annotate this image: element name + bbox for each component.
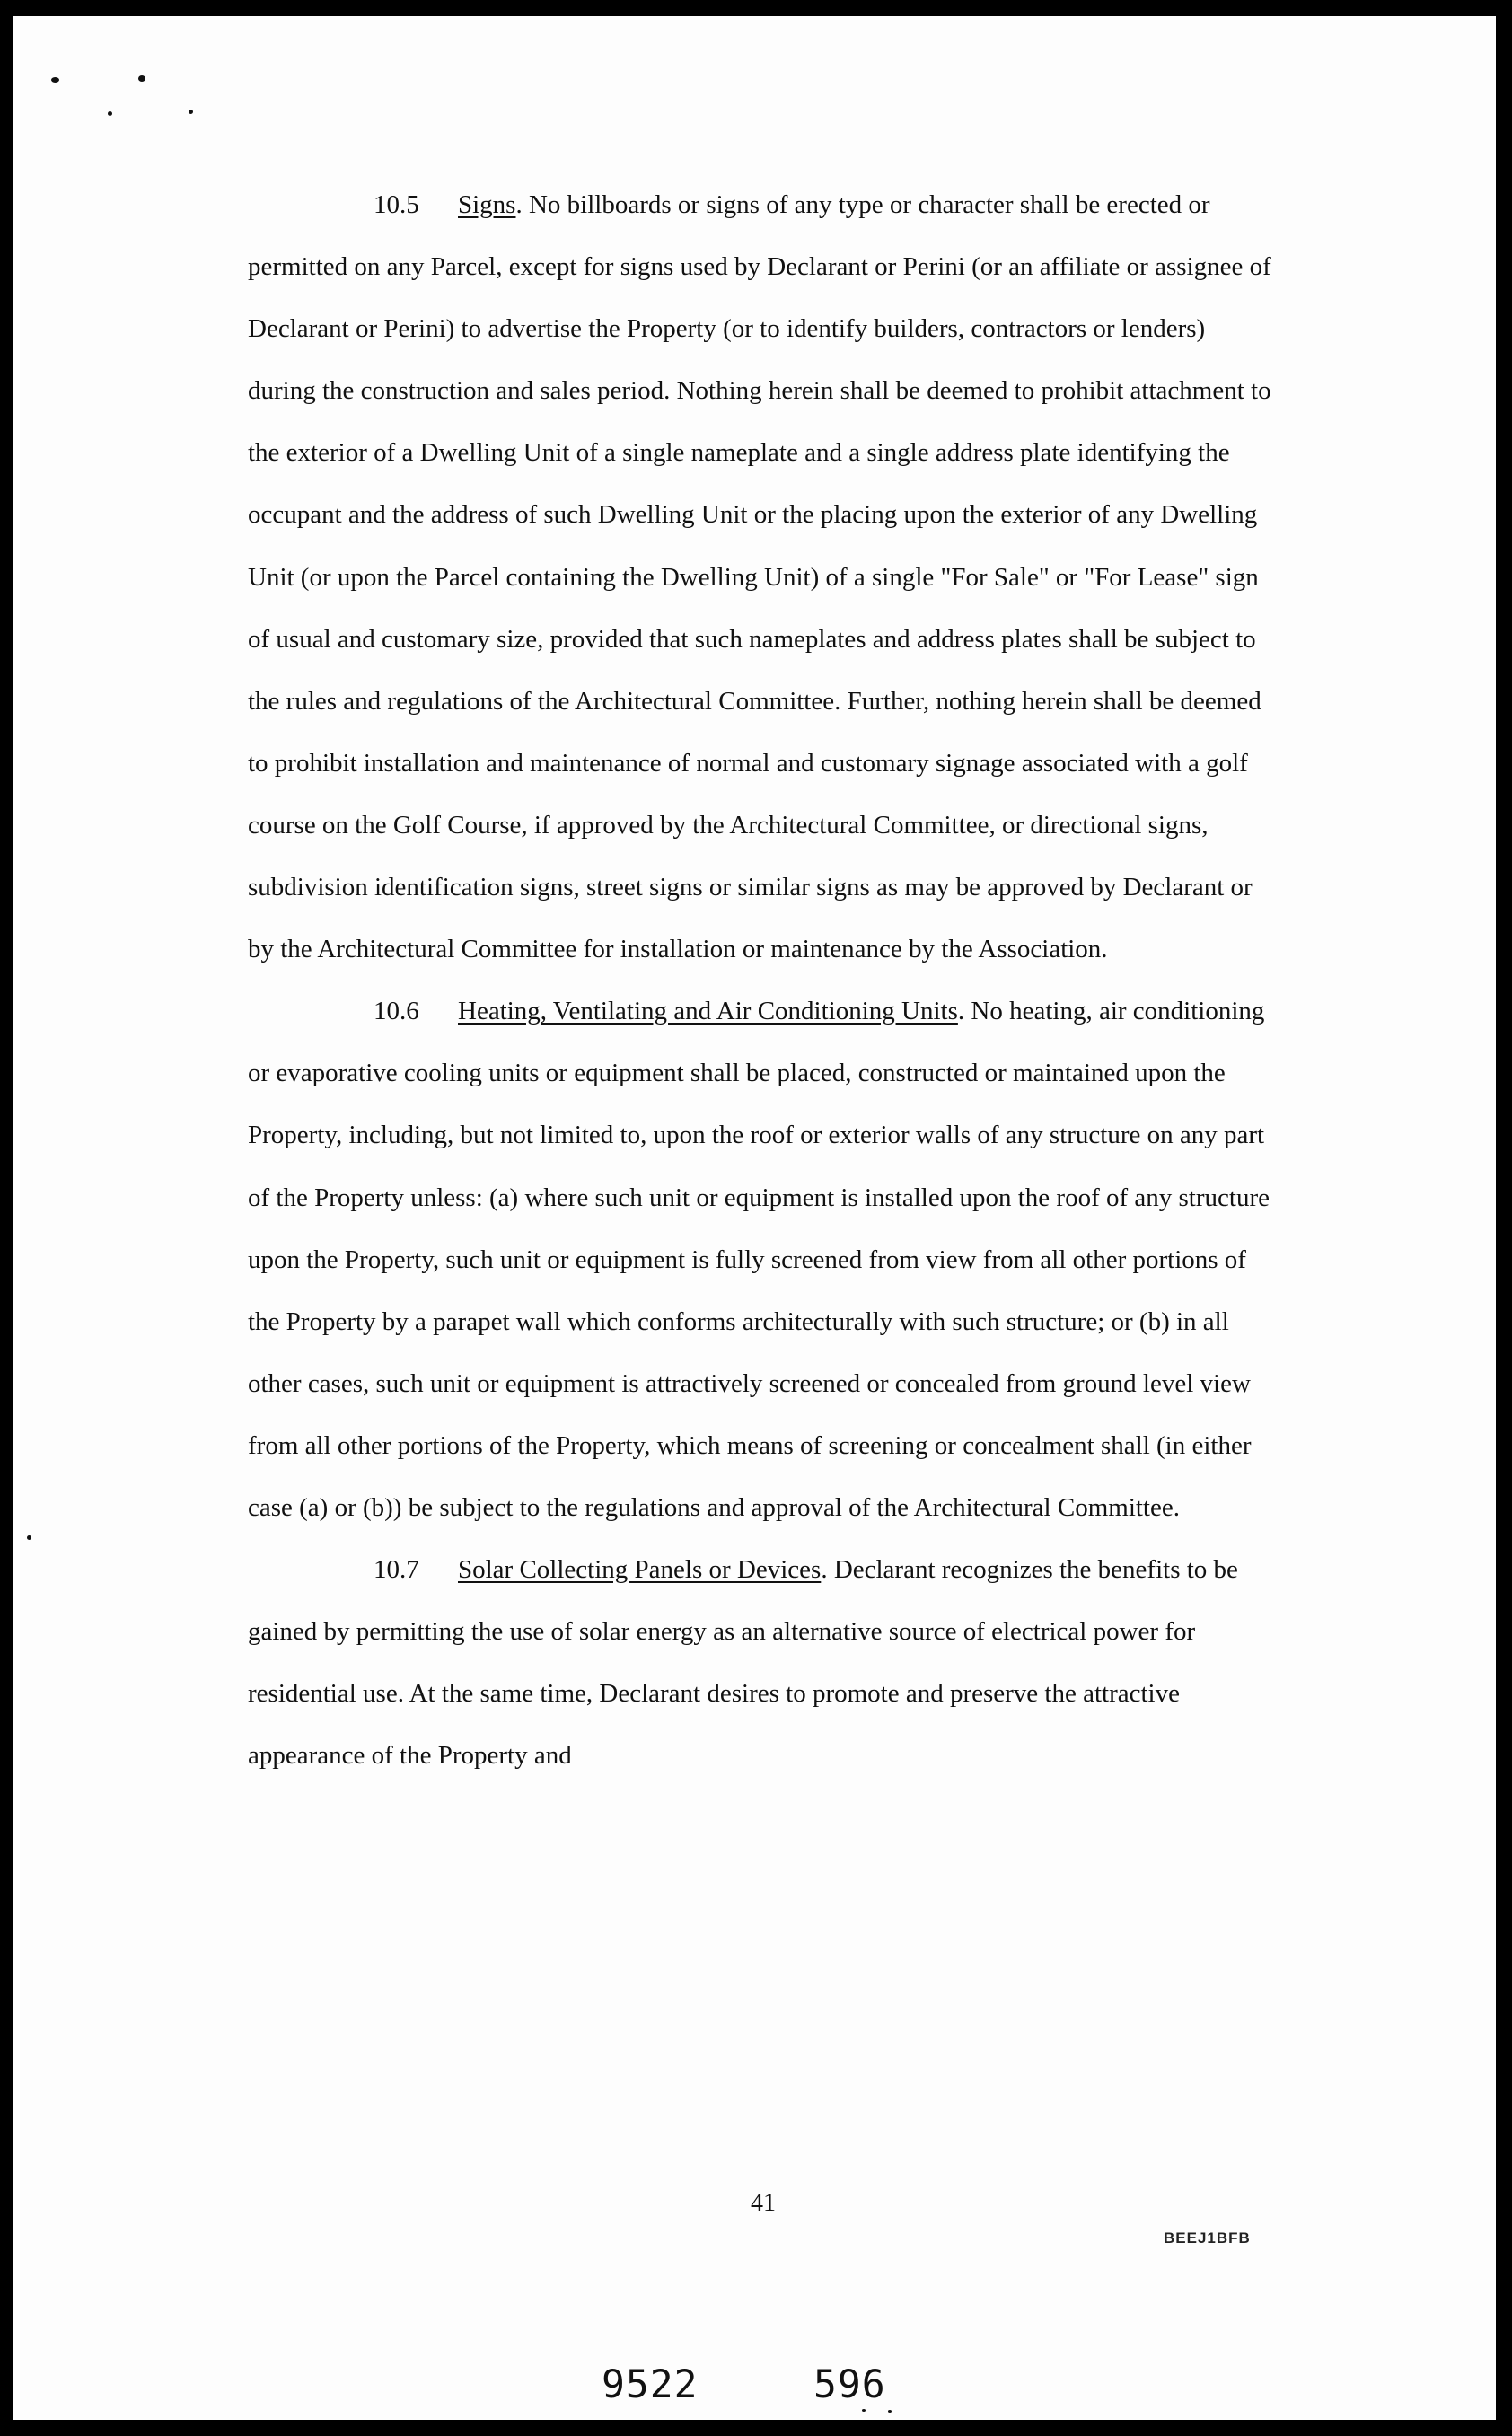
section-heading: Solar Collecting Panels or Devices [458,1555,822,1585]
section-heading: Heating, Ventilating and Air Conditioning Units [458,997,958,1026]
document-page [13,16,1496,2420]
section-10-5 [248,174,1271,981]
document-code: BEEJ1BFB [1164,2229,1251,2247]
section-10-6 [248,981,1271,1539]
section-body: . No heating, air conditioning or evaporative cooling units or equipment shall be placed, constructed or maintained upon the Property, including, but not limited to, upon the roof or exterior walls of any structure on any part of the Property unless: (a) where such unit or equipment is installed upon the roof of any structure upon the Property, such unit or equipment is fully screened from view from all other portions of the Property by a parapet wall which conforms architecturally with such structure; or (b) in all other cases, such unit or equipment is attractively screened or concealed from ground level view from all other portions of the Property, which means of screening or concealment shall (in either case (a) or (b)) be subject to the regulations and approval of the Architectural Committee. [248,997,1270,1522]
section-10-7 [248,1539,1271,1787]
section-number: 10.7 [374,1555,419,1585]
section-heading: Signs [458,190,516,219]
section-number: 10.6 [374,997,419,1026]
page-number: 41 [751,2189,776,2217]
stamp-number-left: 9522 [602,2362,699,2407]
section-number: 10.5 [374,190,419,219]
section-body: . No billboards or signs of any type or character shall be erected or permitted on any Parcel, except for signs used by Declarant or Perini (or an affiliate or assignee of Declarant or Perini) to advertise the Property (or to identify builders, contractors or lenders) during the construction and sales period. Nothing herein shall be deemed to prohibit attachment to the exterior of a Dwelling Unit of a single nameplate and a single address plate identifying the occupant and the address of such Dwelling Unit or the placing upon the exterior of any Dwelling Unit (or upon the Parcel containing the Dwelling Unit) of a single "For Sale" or "For Lease" sign of usual and customary size, provided that such nameplates and address plates shall be subject to the rules and regulations of the Architectural Committee. Further, nothing herein shall be deemed to prohibit installation and maintenance of normal and customary signage associated with a golf course on the Golf Course, if approved by the Architectural Committee, or directional signs, subdivision identification signs, street signs or similar signs as may be approved by Declarant or by the Architectural Committee for installation or maintenance by the Association. [248,190,1271,964]
document-body [248,174,1271,1787]
section-body: . Declarant recognizes the benefits to be gained by permitting the use of solar energy as an alternative source of electrical power for residential use. At the same time, Declarant desires to promote and preserve the attractive appearance of the Property and [248,1555,1238,1771]
stamp-number-right: 596 [813,2362,886,2407]
